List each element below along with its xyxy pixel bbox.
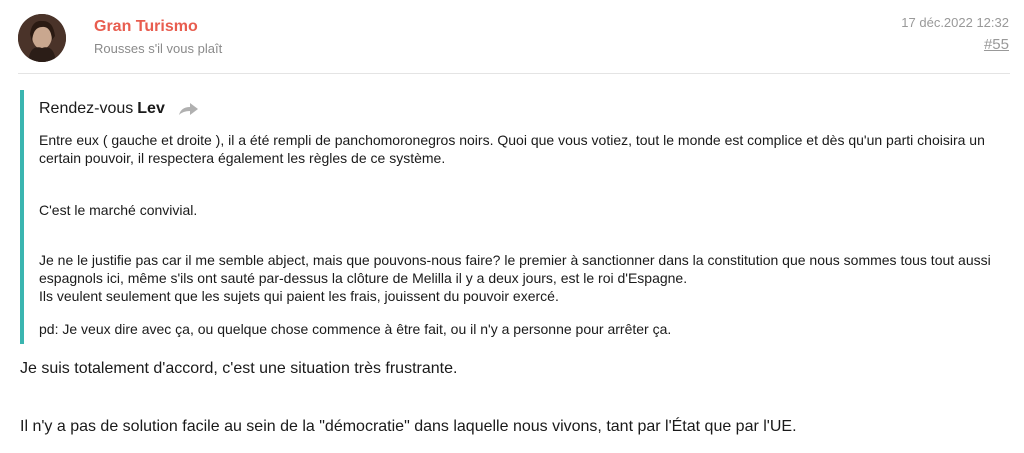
- quote-header: [39, 100, 199, 118]
- quote-paragraph: Je ne le justifie pas car il me semble abject, mais que pouvons-nous faire? le premier à sanctionner dans la constitution que nous sommes tous tout aussi espagnols ici, même s'ils ont sauté par-dessus la clôture de Melilla il y a deux jours, est le roi d'Espagne.: [39, 252, 991, 286]
- quote-paragraph: C'est le marché convivial.: [39, 202, 198, 218]
- avatar[interactable]: [18, 14, 66, 62]
- quote-author[interactable]: Lev: [137, 100, 165, 117]
- arrow-right-icon[interactable]: [177, 101, 199, 117]
- quote-block: [20, 90, 1010, 344]
- post-date: 17 déc.2022 12:32: [901, 15, 1009, 30]
- author-tagline: Rousses s'il vous plaît: [94, 41, 223, 56]
- quote-paragraph: Entre eux ( gauche et droite ), il a été rempli de panchomoronegros noirs. Quoi que vous votiez, tout le monde est complice et dès qu'un parti choisira un certain pouvoir, il respectera également les règles de ce système.: [39, 132, 985, 166]
- reply-paragraph: Il n'y a pas de solution facile au sein de la "démocratie" dans laquelle nous vivons, tant par l'État que par l'UE.: [20, 418, 797, 435]
- quote-paragraph: pd: Je veux dire avec ça, ou quelque chose commence à être fait, ou il n'y a personne pour arrêter ça.: [39, 321, 672, 337]
- reply-paragraph: Je suis totalement d'accord, c'est une situation très frustrante.: [20, 360, 458, 377]
- author-name[interactable]: Gran Turismo: [94, 18, 198, 35]
- quote-prefix: Rendez-vous: [39, 100, 134, 117]
- post-number-link[interactable]: #55: [983, 36, 1009, 53]
- header-divider: [18, 73, 1010, 74]
- quote-paragraph: Ils veulent seulement que les sujets qui paient les frais, jouissent du pouvoir exercé.: [39, 288, 559, 304]
